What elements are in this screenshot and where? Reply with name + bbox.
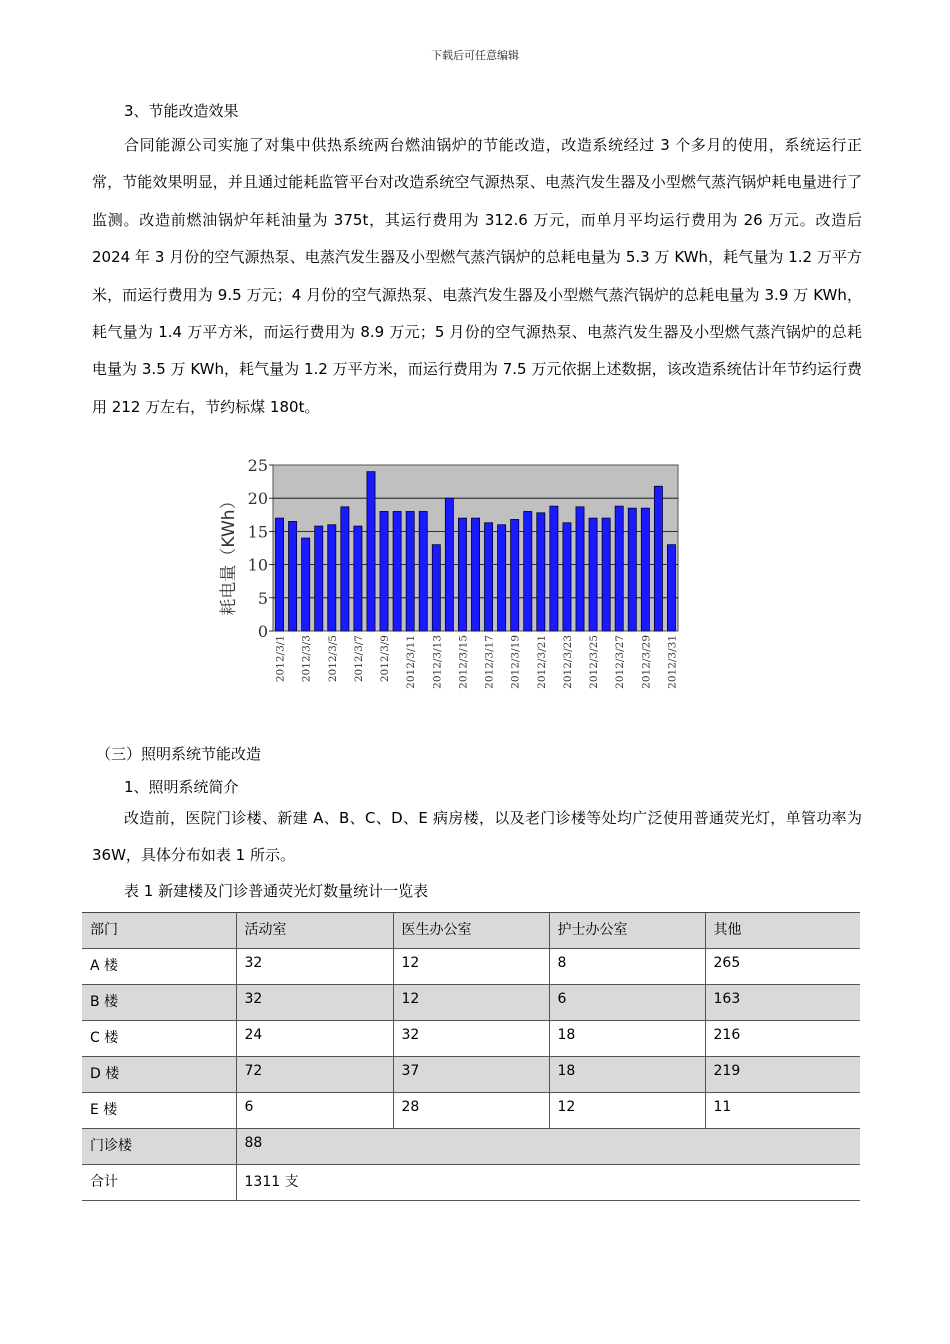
bar [432, 545, 440, 631]
table-cell: E 楼 [82, 1093, 236, 1129]
x-tick-label: 2012/3/13 [431, 635, 444, 689]
x-tick-label: 2012/3/23 [561, 635, 574, 689]
table-cell: 12 [393, 949, 549, 985]
table-cell: 32 [393, 1021, 549, 1057]
lamp-count-table [82, 912, 860, 1201]
table-cell: 72 [236, 1057, 393, 1093]
bar [667, 545, 675, 631]
x-tick-label: 2012/3/27 [614, 635, 627, 689]
bar [367, 472, 375, 631]
bar [275, 518, 283, 631]
bar [380, 511, 388, 631]
table-caption: 表 1 新建楼及门诊普通荧光灯数量统计一览表 [124, 882, 429, 900]
bar [328, 525, 336, 631]
x-tick-label: 2012/3/3 [300, 635, 313, 683]
chart-svg [200, 448, 690, 718]
x-tick-label: 2012/3/29 [640, 635, 653, 689]
bar [524, 511, 532, 631]
bar [589, 518, 597, 631]
table-cell: A 楼 [82, 949, 236, 985]
bar [445, 498, 453, 631]
header-cell: 护士办公室 [549, 913, 705, 949]
bar [302, 538, 310, 631]
table-cell: 88 [236, 1129, 860, 1165]
table-cell: 163 [705, 985, 860, 1021]
x-tick-label: 2012/3/7 [352, 635, 365, 683]
bar [537, 513, 545, 631]
header-cell: 活动室 [236, 913, 393, 949]
table-row [82, 985, 860, 1021]
bar [550, 506, 558, 631]
header-cell: 其他 [705, 913, 860, 949]
table-row [82, 1057, 860, 1093]
table-cell: 1311 支 [236, 1165, 860, 1201]
bar [458, 518, 466, 631]
table-cell: 门诊楼 [82, 1129, 236, 1165]
table-cell: 8 [549, 949, 705, 985]
y-tick-label: 15 [247, 522, 268, 542]
table-cell: 18 [549, 1057, 705, 1093]
lighting-subheading: 1、照明系统简介 [124, 778, 239, 796]
y-axis-label: 耗电量（KWh） [219, 492, 239, 616]
bar [654, 486, 662, 631]
bar [498, 525, 506, 631]
x-tick-label: 2012/3/19 [509, 635, 522, 689]
x-tick-label: 2012/3/1 [274, 635, 287, 683]
table-row [82, 1093, 860, 1129]
section-heading: 3、节能改造效果 [124, 102, 239, 120]
bar [471, 518, 479, 631]
bar [419, 511, 427, 631]
power-consumption-chart [200, 448, 690, 718]
table-cell: 12 [393, 985, 549, 1021]
table-cell: 265 [705, 949, 860, 985]
energy-effect-paragraph: 合同能源公司实施了对集中供热系统两台燃油锅炉的节能改造，改造系统经过 3 个多月的使用，系统运行正常，节能效果明显，并且通过能耗监管平台对改造系统空气源热泵、电蒸汽发生器及小型燃气蒸汽锅炉耗电量进行了监测。改造前燃油锅炉年耗油量为 375t，其运行费用为 312.6 万元，而单月平均运行费用为 26 万元。改造后 2024 年 3 月份的空气源热泵、电蒸汽发生器及小型燃气蒸汽锅炉的总耗电量为 5.3 万 KWh，耗气量为 1.2 万平方米，而运行费用为 9.5 万元；4 月份的空气源热泵、电蒸汽发生器及小型燃气蒸汽锅炉的总耗电量为 3.9 万 KWh，耗气量为 1.4 万平方米，而运行费用为 8.9 万元；5 月份的空气源热泵、电蒸汽发生器及小型燃气蒸汽锅炉的总耗电量为 3.5 万 KWh，耗气量为 1.2 万平方米，而运行费用为 7.5 万元依据上述数据，该改造系统估计年节约运行费用 212 万左右，节约标煤 180t。 [92, 136, 862, 416]
table-cell: 28 [393, 1093, 549, 1129]
table-cell: B 楼 [82, 985, 236, 1021]
table-cell: 24 [236, 1021, 393, 1057]
y-tick-label: 10 [247, 555, 268, 575]
table-row [82, 949, 860, 985]
bar [511, 519, 519, 631]
x-tick-label: 2012/3/25 [588, 635, 601, 689]
bar [289, 521, 297, 631]
table-cell: 216 [705, 1021, 860, 1057]
table-row-outpatient [82, 1129, 860, 1165]
table-row [82, 1021, 860, 1057]
table-cell: 32 [236, 985, 393, 1021]
table-cell: 6 [236, 1093, 393, 1129]
bar [341, 507, 349, 631]
lighting-intro-paragraph: 改造前，医院门诊楼、新建 A、B、C、D、E 病房楼，以及老门诊楼等处均广泛使用普通荧光灯，单管功率为 36W，具体分布如表 1 所示。 [92, 809, 862, 865]
table-row-total [82, 1165, 860, 1201]
bar [602, 518, 610, 631]
bar [628, 508, 636, 631]
table-cell: 219 [705, 1057, 860, 1093]
table-cell: 合计 [82, 1165, 236, 1201]
table-cell: 6 [549, 985, 705, 1021]
x-tick-label: 2012/3/17 [483, 635, 496, 689]
page-header-note: 下载后可任意编辑 [431, 49, 519, 62]
lighting-section-heading: （三）照明系统节能改造 [96, 745, 262, 763]
bar [315, 526, 323, 631]
table-cell: 18 [549, 1021, 705, 1057]
table-cell: 32 [236, 949, 393, 985]
x-tick-label: 2012/3/5 [326, 635, 339, 683]
bar [563, 523, 571, 631]
bar [576, 507, 584, 631]
table-cell: 11 [705, 1093, 860, 1129]
y-tick-label: 0 [257, 622, 268, 641]
bar [641, 508, 649, 631]
y-tick-label: 5 [257, 588, 268, 608]
x-tick-label: 2012/3/31 [666, 635, 679, 689]
table-header-row [82, 913, 860, 949]
header-cell: 医生办公室 [393, 913, 549, 949]
x-tick-label: 2012/3/21 [535, 635, 548, 689]
x-tick-label: 2012/3/11 [405, 635, 418, 689]
header-cell: 部门 [82, 913, 236, 949]
bar [615, 506, 623, 631]
bar [485, 523, 493, 631]
bar [393, 511, 401, 631]
table-cell: C 楼 [82, 1021, 236, 1057]
y-tick-label: 25 [247, 456, 268, 475]
table-cell: D 楼 [82, 1057, 236, 1093]
table-cell: 37 [393, 1057, 549, 1093]
x-tick-label: 2012/3/15 [457, 635, 470, 689]
x-tick-label: 2012/3/9 [379, 635, 392, 683]
bar [354, 526, 362, 631]
table-cell: 12 [549, 1093, 705, 1129]
bar [406, 511, 414, 631]
y-tick-label: 20 [247, 489, 268, 509]
